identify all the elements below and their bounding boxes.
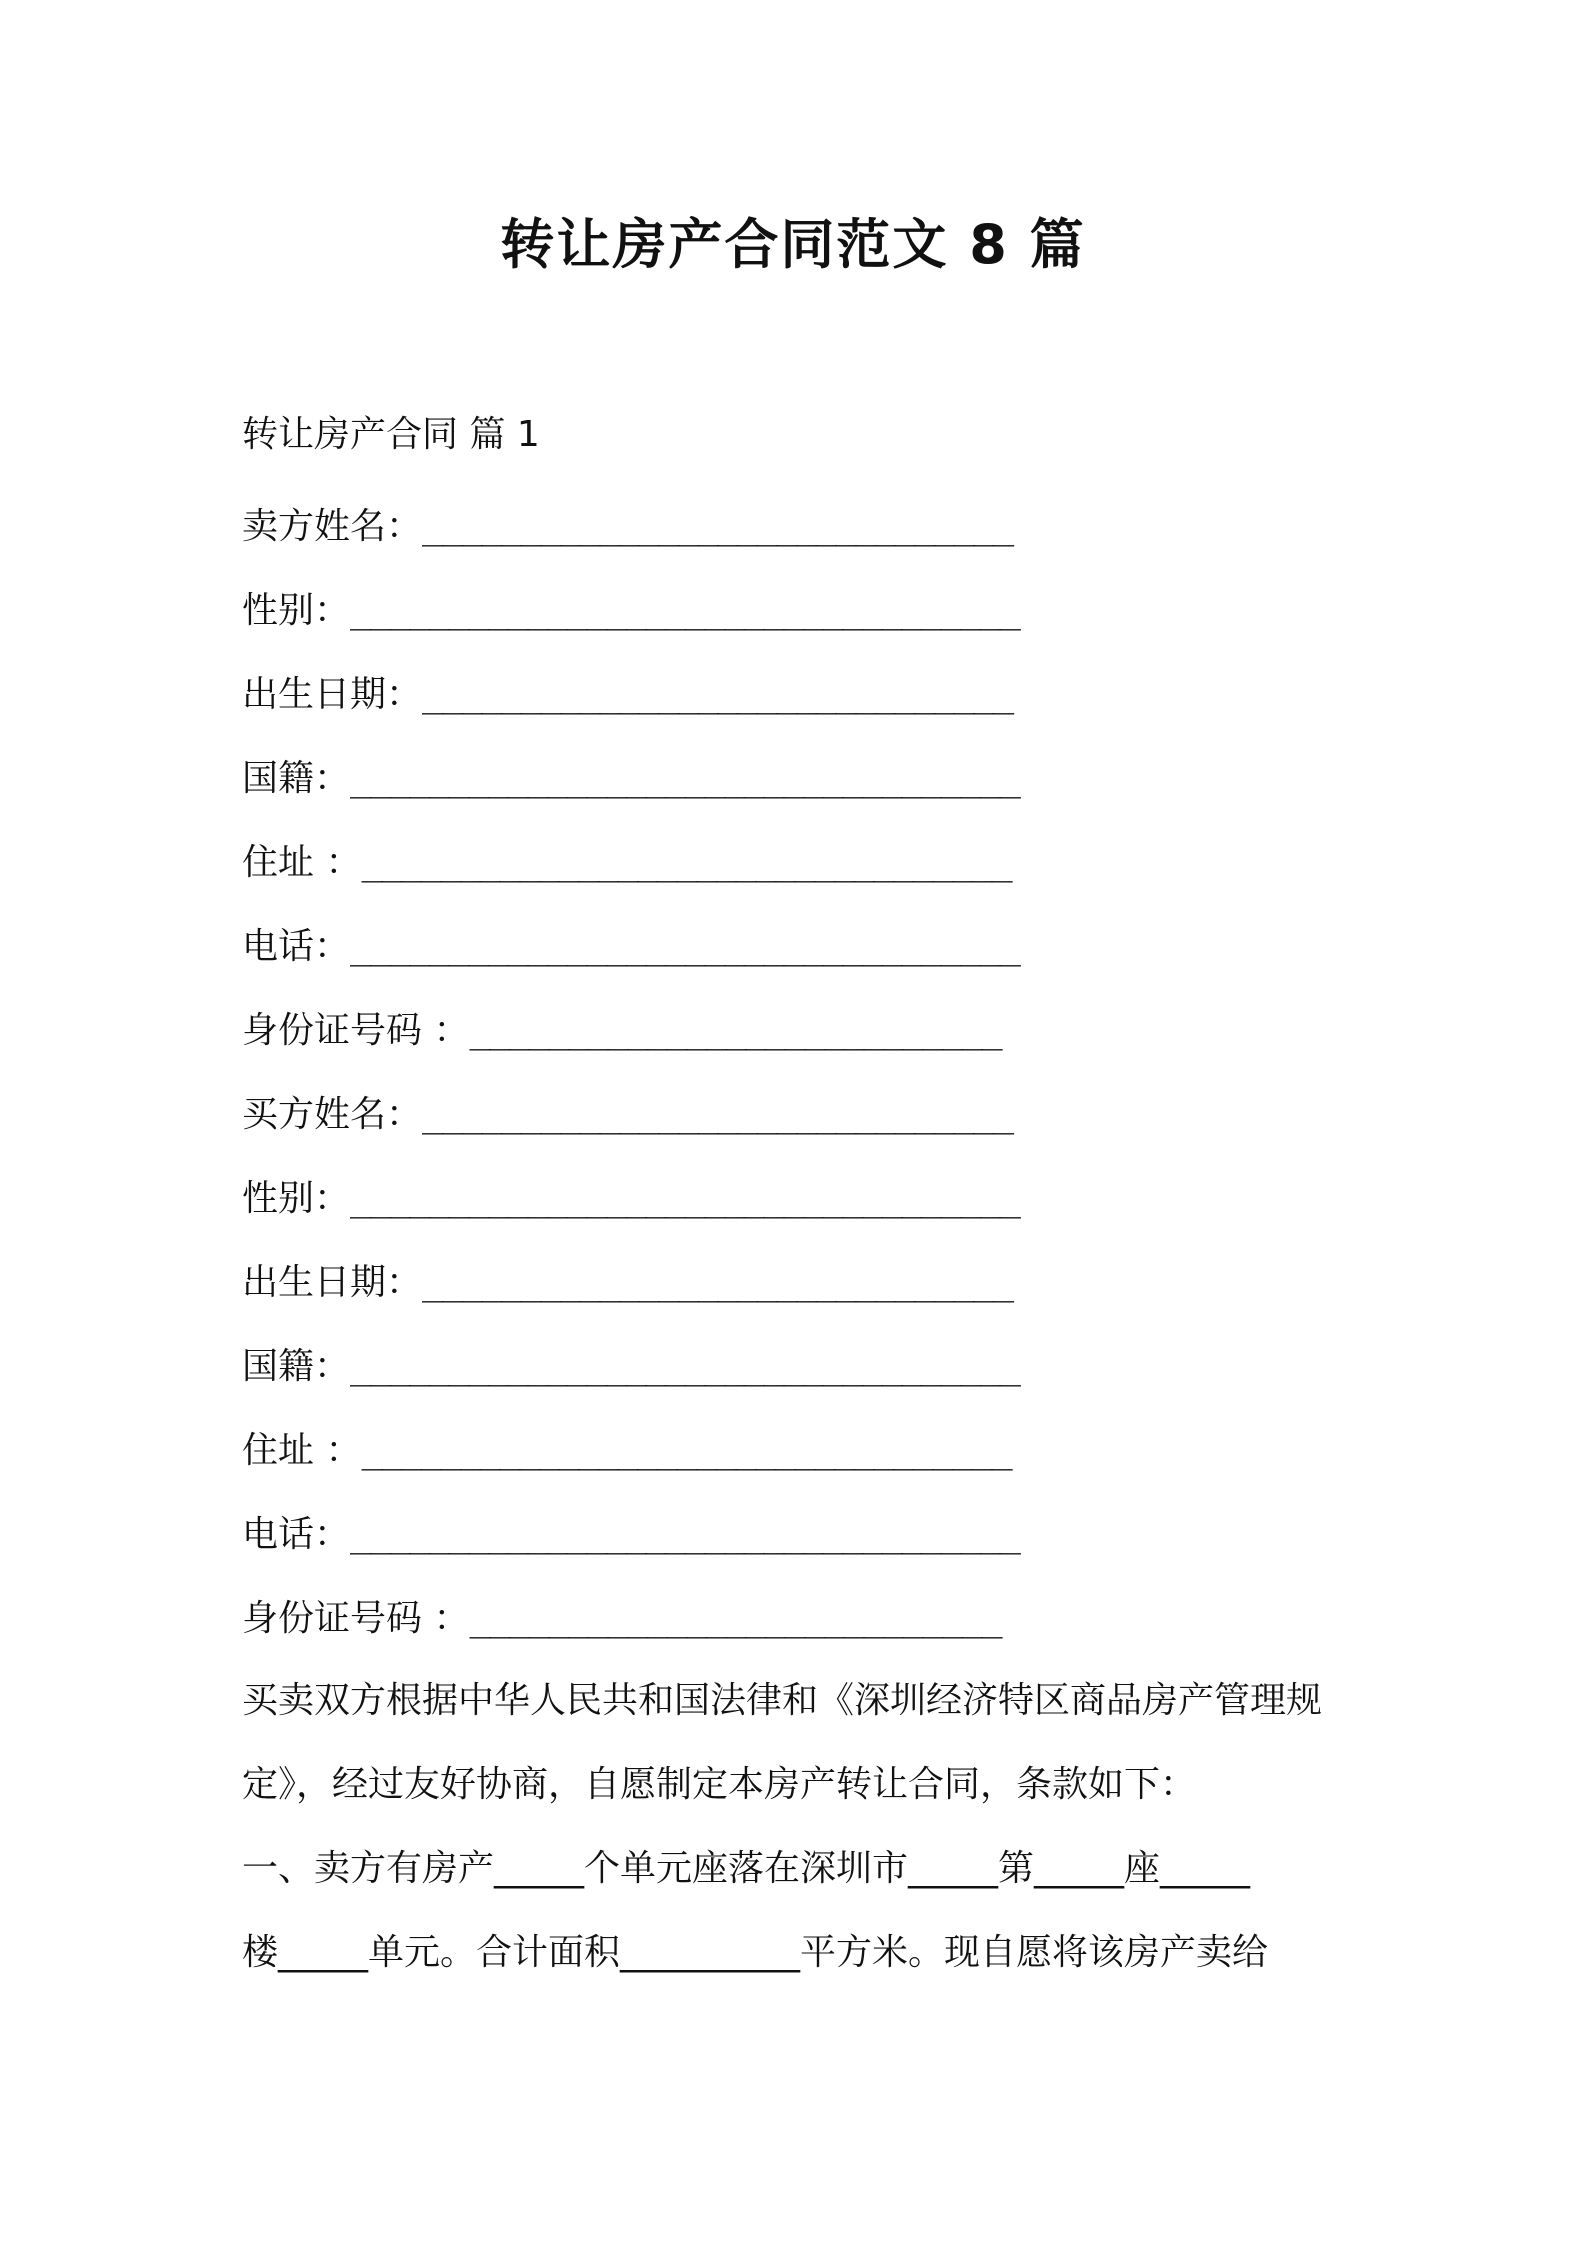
buyer-nationality-field xyxy=(242,1342,1019,1392)
seller-gender-field xyxy=(242,586,1019,636)
buyer-gender-field xyxy=(242,1174,1019,1224)
field-blank: ______________________________ xyxy=(422,1262,1013,1303)
field-label: 身份证号码 ： xyxy=(242,1010,470,1051)
seller-birthdate-field xyxy=(242,670,1012,720)
buyer-name-field xyxy=(242,1090,1012,1140)
field-label: 买方姓名： xyxy=(242,1094,423,1135)
field-label: 国籍： xyxy=(242,1346,351,1387)
field-blank: _________________________________ xyxy=(361,1430,1011,1471)
field-label: 出生日期： xyxy=(242,1262,423,1303)
buyer-address-field xyxy=(242,1426,1011,1476)
buyer-birthdate-field xyxy=(242,1258,1012,1308)
field-blank: _________________________________ xyxy=(361,842,1011,883)
field-label: 性别： xyxy=(242,1178,351,1219)
field-blank: __________________________________ xyxy=(350,590,1019,631)
field-blank: __________________________________ xyxy=(350,1178,1019,1219)
field-blank: ___________________________ xyxy=(469,1010,1001,1051)
seller-id-number-field xyxy=(242,1006,1001,1056)
clause-line: 楼_____单元。合计面积__________平方米。现自愿将该房产卖给 xyxy=(242,1932,1269,1973)
field-blank: __________________________________ xyxy=(350,758,1019,799)
clause-line: 一、卖方有房产_____个单元座落在深圳市_____第_____座_____ xyxy=(242,1848,1251,1889)
buyer-phone-field xyxy=(242,1510,1019,1560)
field-label: 国籍： xyxy=(242,758,351,799)
field-label: 电话： xyxy=(242,1514,351,1555)
field-label: 住址 ： xyxy=(242,842,362,883)
paragraph-line: 定》，经过友好协商，自愿制定本房产转让合同，条款如下： xyxy=(242,1764,1197,1805)
document-title: 转让房产合同范文 8 篇 xyxy=(500,213,1086,276)
field-label: 性别： xyxy=(242,590,351,631)
field-blank: __________________________________ xyxy=(350,1346,1019,1387)
field-blank: ______________________________ xyxy=(422,506,1013,547)
seller-name-field xyxy=(242,502,1012,552)
buyer-id-number-field xyxy=(242,1594,1001,1644)
field-blank: __________________________________ xyxy=(350,926,1019,967)
seller-address-field xyxy=(242,838,1011,888)
field-label: 身份证号码 ： xyxy=(242,1598,470,1639)
seller-nationality-field xyxy=(242,754,1019,804)
field-label: 卖方姓名： xyxy=(242,506,423,547)
field-blank: ______________________________ xyxy=(422,1094,1013,1135)
field-label: 住址 ： xyxy=(242,1430,362,1471)
seller-phone-field xyxy=(242,922,1019,972)
field-blank: ______________________________ xyxy=(422,674,1013,715)
section-heading: 转让房产合同 篇 1 xyxy=(242,414,540,455)
field-blank: __________________________________ xyxy=(350,1514,1019,1555)
field-label: 电话： xyxy=(242,926,351,967)
field-label: 出生日期： xyxy=(242,674,423,715)
field-blank: ___________________________ xyxy=(469,1598,1001,1639)
paragraph-line: 买卖双方根据中华人民共和国法律和《深圳经济特区商品房产管理规 xyxy=(242,1680,1323,1721)
